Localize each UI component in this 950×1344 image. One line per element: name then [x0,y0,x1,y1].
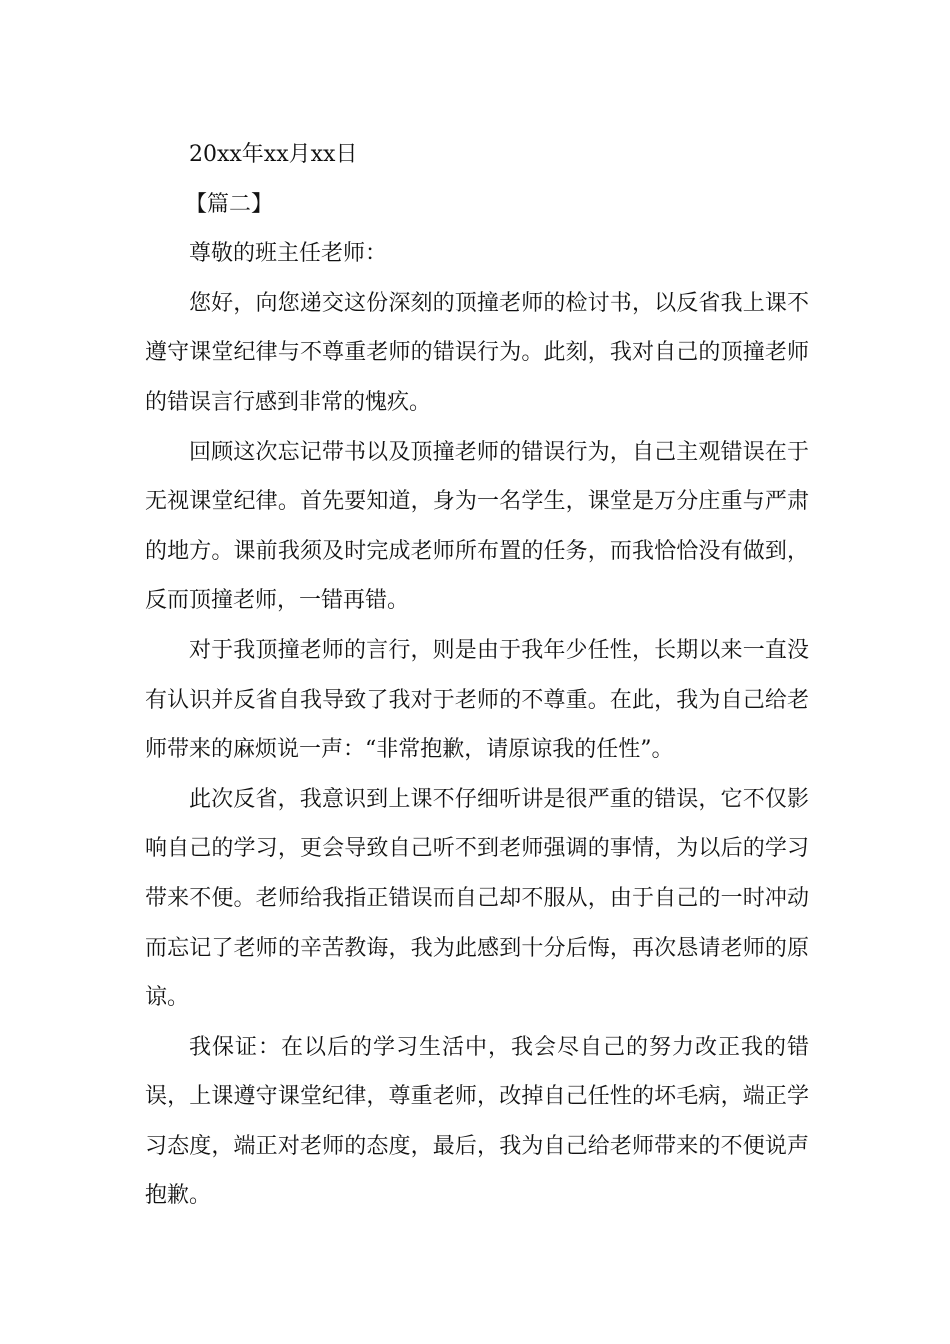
paragraph-3: 对于我顶撞老师的言行，则是由于我年少任性，长期以来一直没有认识并反省自我导致了我对于老师的不尊重。在此，我为自己给老师带来的麻烦说一声：“非常抱歉，请原谅我的任性”。 [145,637,809,763]
paragraph-4: 此次反省，我意识到上课不仔细听讲是很严重的错误，它不仅影响自己的学习，更会导致自己听不到老师强调的事情，为以后的学习带来不便。老师给我指正错误而自己却不服从，由于自己的一时冲动而忘记了老师的辛苦教诲，我为此感到十分后悔，再次恳请老师的原谅。 [145,786,809,1011]
salutation: 尊敬的班主任老师： [189,241,388,267]
document-body [145,130,809,1221]
paragraph-2: 回顾这次忘记带书以及顶撞老师的错误行为，自己主观错误在于无视课堂纪律。首先要知道，身为一名学生，课堂是万分庄重与严肃的地方。课前我须及时完成老师所布置的任务，而我恰恰没有做到，反而顶撞老师，一错再错。 [145,439,809,614]
section-title: 【篇二】 [185,191,274,217]
date-line: 20xx年xx月xx日 [189,142,358,167]
paragraph-5: 我保证：在以后的学习生活中，我会尽自己的努力改正我的错误，上课遵守课堂纪律，尊重老师，改掉自己任性的坏毛病，端正学习态度，端正对老师的态度，最后，我为自己给老师带来的不便说声抱歉。 [145,1034,809,1209]
paragraph-1: 您好，向您递交这份深刻的顶撞老师的检讨书，以反省我上课不遵守课堂纪律与不尊重老师的错误行为。此刻，我对自己的顶撞老师的错误言行感到非常的愧疚。 [145,290,809,415]
